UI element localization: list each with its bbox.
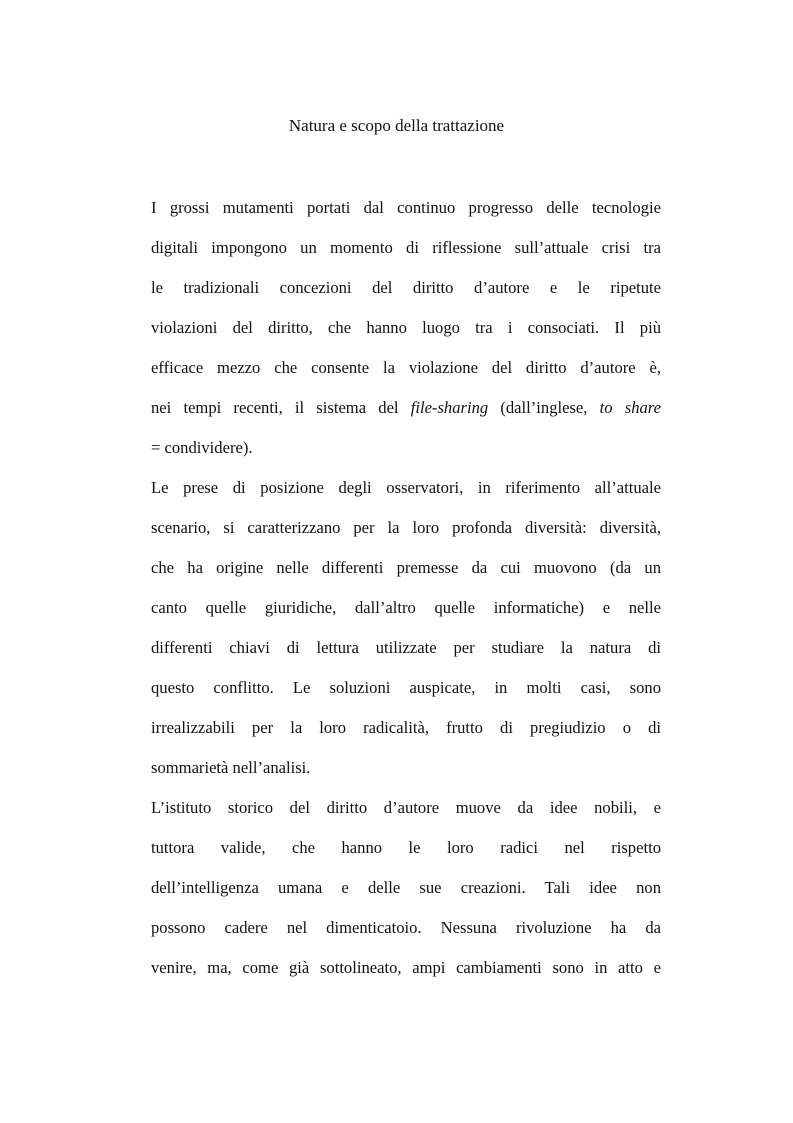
- text-segment: L’istituto storico del diritto d’autore muove da idee nobili, e: [151, 798, 661, 817]
- text-segment: differenti chiavi di lettura utilizzate per studiare la natura di: [151, 638, 661, 657]
- text-segment: sommarietà nell’analisi.: [151, 758, 311, 777]
- text-line: [151, 674, 661, 714]
- text-line: [151, 194, 661, 234]
- text-segment: digitali impongono un momento di riflessione sull’attuale crisi tra: [151, 238, 661, 257]
- text-line: [151, 914, 661, 954]
- italic-term: to share: [599, 398, 661, 417]
- text-segment: che ha origine nelle differenti premesse da cui muovono (da un: [151, 558, 661, 577]
- text-segment: questo conflitto. Le soluzioni auspicate, in molti casi, sono: [151, 678, 661, 697]
- text-segment: irrealizzabili per la loro radicalità, frutto di pregiudizio o di: [151, 718, 661, 737]
- text-segment: = condividere).: [151, 438, 253, 457]
- text-line: [151, 314, 661, 354]
- text-line: [151, 234, 661, 274]
- text-line: [151, 794, 661, 834]
- text-segment: possono cadere nel dimenticatoio. Nessuna rivoluzione ha da: [151, 918, 661, 937]
- text-segment: (dall’inglese,: [488, 398, 600, 417]
- text-line: [151, 394, 661, 434]
- text-line: [151, 714, 661, 754]
- text-segment: dell’intelligenza umana e delle sue creazioni. Tali idee non: [151, 878, 661, 897]
- text-line: [151, 554, 661, 594]
- text-segment: I grossi mutamenti portati dal continuo progresso delle tecnologie: [151, 198, 661, 217]
- text-line: [151, 634, 661, 674]
- text-segment: venire, ma, come già sottolineato, ampi cambiamenti sono in atto e: [151, 958, 661, 977]
- italic-term: file-sharing: [410, 398, 489, 417]
- text-line: [151, 594, 661, 634]
- text-segment: nei tempi recenti, il sistema del: [151, 398, 411, 417]
- text-segment: scenario, si caratterizzano per la loro profonda diversità: diversità,: [151, 518, 661, 537]
- body-text: [151, 194, 661, 994]
- text-segment: tuttora valide, che hanno le loro radici nel rispetto: [151, 838, 661, 857]
- text-line: [151, 514, 661, 554]
- text-segment: le tradizionali concezioni del diritto d’autore e le ripetute: [151, 278, 661, 297]
- page-title: Natura e scopo della trattazione: [288, 116, 505, 135]
- text-line: [151, 834, 661, 874]
- text-line: [151, 274, 661, 314]
- text-line: [151, 874, 661, 914]
- text-line: [151, 354, 661, 394]
- text-segment: Le prese di posizione degli osservatori, in riferimento all’attuale: [151, 478, 661, 497]
- text-line: [151, 954, 661, 994]
- text-line: [151, 474, 661, 514]
- text-segment: efficace mezzo che consente la violazione del diritto d’autore è,: [151, 358, 661, 377]
- text-line: [151, 434, 661, 474]
- text-line: [151, 754, 661, 794]
- text-segment: canto quelle giuridiche, dall’altro quelle informatiche) e nelle: [151, 598, 661, 617]
- text-segment: violazioni del diritto, che hanno luogo tra i consociati. Il più: [151, 318, 661, 337]
